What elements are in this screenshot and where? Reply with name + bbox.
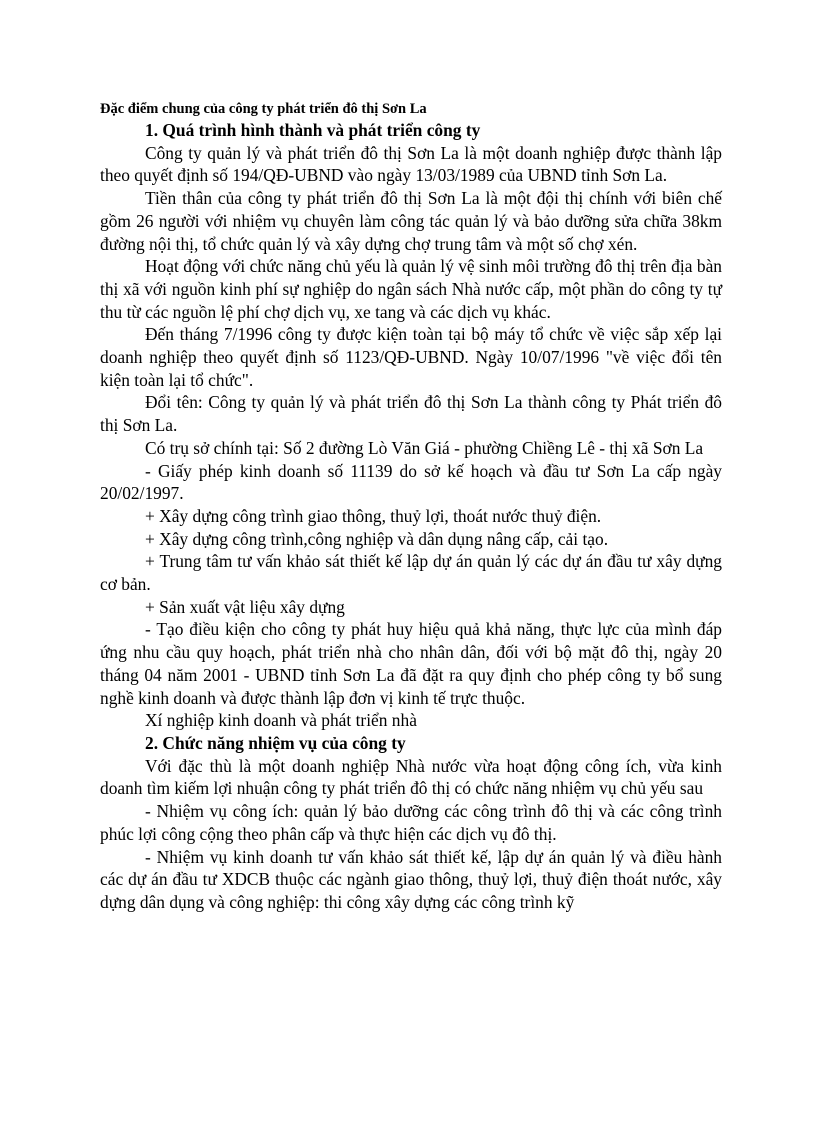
- bullet-item: + Trung tâm tư vấn khảo sát thiết kế lập dự án quản lý các dự án đầu tư xây dựng cơ bản.: [100, 551, 722, 595]
- paragraph: Đến tháng 7/1996 công ty được kiện toàn tại bộ máy tổ chức về việc sắp xếp lại doanh nghiệp theo quyết định số 1123/QĐ-UBND. Ngày 10/07/1996 "về việc đổi tên kiện toàn lại tổ chức".: [100, 324, 722, 390]
- paragraph: - Nhiệm vụ kinh doanh tư vấn khảo sát thiết kế, lập dự án quản lý và điều hành các dự án đầu tư XDCB thuộc các ngành giao thông, thuỷ lợi, thuỷ điện thoát nước, xây dựng dân dụng và công nghiệp: thi công xây dựng các công trình kỹ: [100, 846, 722, 912]
- paragraph: - Nhiệm vụ công ích: quản lý bảo dưỡng các công trình đô thị và các công trình phúc lợi công cộng theo phân cấp và thực hiện các dịch vụ đô thị.: [100, 801, 722, 844]
- paragraph: Với đặc thù là một doanh nghiệp Nhà nước vừa hoạt động công ích, vừa kinh doanh tìm kiếm lợi nhuận công ty phát triển đô thị có chức năng nhiệm vụ chủ yếu sau: [100, 755, 722, 799]
- paragraph: Đổi tên: Công ty quản lý và phát triển đô thị Sơn La thành công ty Phát triển đô thị Sơn La.: [100, 392, 722, 436]
- paragraph: - Tạo điều kiện cho công ty phát huy hiệu quả khả năng, thực lực của mình đáp ứng nhu cầu quy hoạch, phát triển nhà cho nhân dân, đối với bộ mặt đô thị, ngày 20 tháng 04 năm 2001 - UBND tỉnh Sơn La đã đặt ra quy định cho phép công ty bổ sung nghề kinh doanh và được thành lập đơn vị kinh tế trực thuộc.: [100, 619, 722, 708]
- section-heading-2: 2. Chức năng nhiệm vụ của công ty: [145, 732, 406, 753]
- bullet-item: + Xây dựng công trình,công nghiệp và dân dụng nâng cấp, cải tạo.: [145, 528, 609, 549]
- paragraph: Công ty quản lý và phát triển đô thị Sơn La là một doanh nghiệp được thành lập theo quyết định số 194/QĐ-UBND vào ngày 13/03/1989 của UBND tỉnh Sơn La.: [100, 142, 722, 186]
- document-page: [100, 100, 722, 914]
- section-heading-1: 1. Quá trình hình thành và phát triển công ty: [145, 120, 481, 140]
- document-top-title: Đặc điểm chung của công ty phát triển đô thị Sơn La: [100, 101, 427, 117]
- bullet-item: + Sản xuất vật liệu xây dựng: [145, 596, 345, 617]
- paragraph: Có trụ sở chính tại: Số 2 đường Lò Văn Giá - phường Chiềng Lê - thị xã Sơn La: [145, 437, 704, 458]
- paragraph: - Giấy phép kinh doanh số 11139 do sở kế hoạch và đầu tư Sơn La cấp ngày 20/02/1997.: [100, 460, 722, 504]
- paragraph: Hoạt động với chức năng chủ yếu là quản lý vệ sinh môi trường đô thị trên địa bàn thị xã với nguồn kinh phí sự nghiệp do ngân sách Nhà nước cấp, một phần do công ty tự thu từ các nguồn lệ phí chợ dịch vụ, xe tang và các dịch vụ khác.: [100, 256, 722, 322]
- paragraph: Tiền thân của công ty phát triển đô thị Sơn La là một đội thị chính với biên chế gồm 26 người với nhiệm vụ chuyên làm công tác quản lý và bảo dưỡng sửa chữa 38km đường nội thị, tổ chức quản lý và xây dựng chợ trung tâm và một số chợ xén.: [100, 188, 722, 254]
- paragraph: Xí nghiệp kinh doanh và phát triển nhà: [145, 710, 417, 731]
- bullet-item: + Xây dựng công trình giao thông, thuỷ lợi, thoát nước thuỷ điện.: [145, 505, 602, 526]
